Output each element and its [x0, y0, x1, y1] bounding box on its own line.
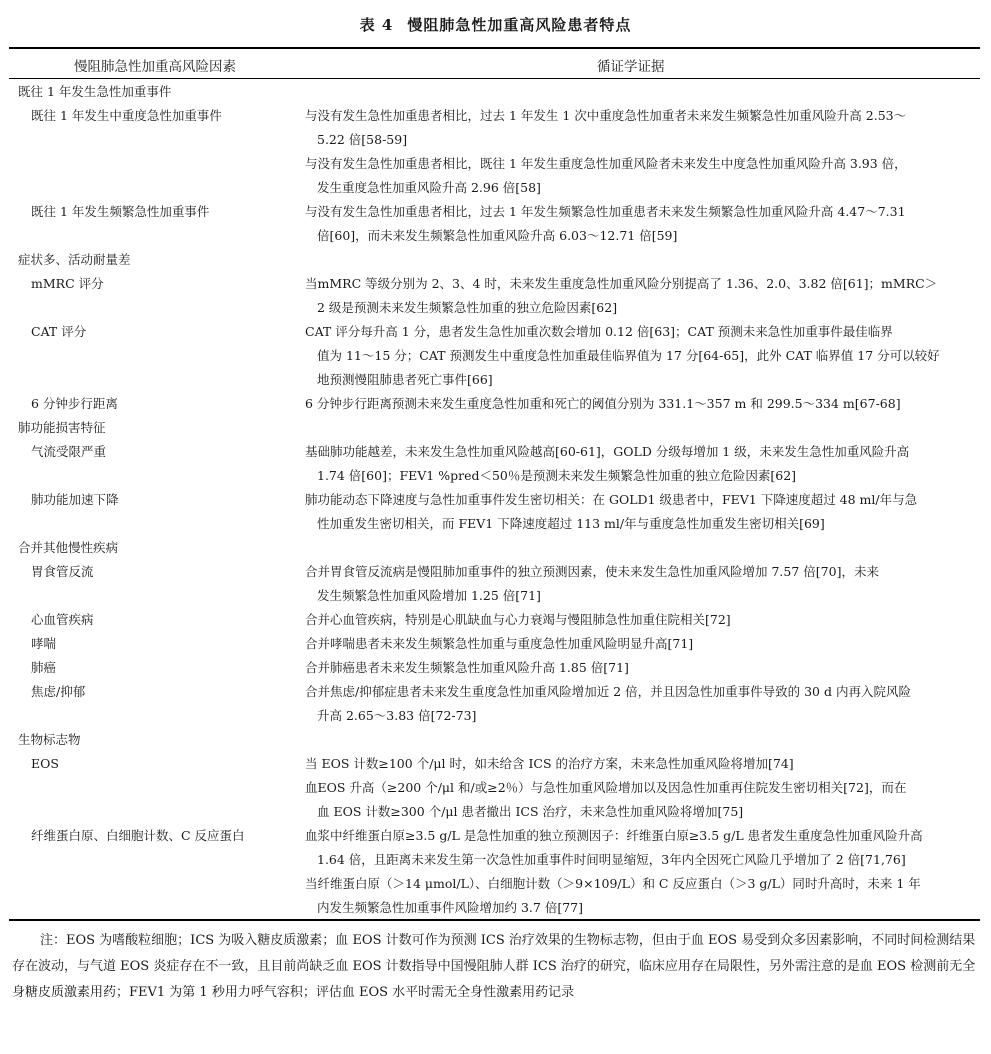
factor-label: 肺癌 — [31, 660, 57, 675]
factor-row — [9, 656, 989, 680]
evidence-line: 发生重度急性加重风险升高 2.96 倍[58] — [317, 180, 541, 195]
header-rule — [9, 78, 980, 79]
header-col2: 循证学证据 — [597, 59, 665, 75]
category-label: 症状多、活动耐量差 — [18, 252, 131, 267]
evidence-cell — [305, 416, 989, 440]
table-caption: 慢阻肺急性加重高风险患者特点 — [407, 16, 632, 34]
category-row — [9, 536, 989, 560]
evidence-item — [305, 776, 989, 824]
evidence-cell — [305, 320, 989, 392]
factor-cell — [9, 752, 305, 824]
evidence-cell — [305, 824, 989, 920]
evidence-line: 1.64 倍，且距离未来发生第一次急性加重事件时间明显缩短，3年内全因死亡风险几乎增加了 2 倍[71,76] — [317, 852, 906, 867]
evidence-line: 发生频繁急性加重风险增加 1.25 倍[71] — [317, 588, 541, 603]
table-title — [0, 14, 991, 35]
factor-cell — [9, 488, 305, 536]
factor-cell — [9, 272, 305, 320]
factor-row — [9, 560, 989, 608]
factor-row — [9, 752, 989, 824]
evidence-item — [305, 392, 989, 416]
evidence-item — [305, 152, 989, 200]
factor-cell — [9, 104, 305, 200]
evidence-cell — [305, 752, 989, 824]
evidence-line: 当纤维蛋白原（＞14 μmol/L）、白细胞计数（＞9×109/L）和 C 反应蛋白（＞3 g/L）同时升高时，未来 1 年 — [305, 876, 921, 891]
factor-cell — [9, 560, 305, 608]
evidence-cell — [305, 656, 989, 680]
evidence-item — [305, 320, 989, 392]
category-row — [9, 80, 989, 104]
evidence-item — [305, 752, 989, 776]
evidence-item — [305, 680, 989, 728]
factor-label: 肺功能加速下降 — [31, 492, 119, 507]
factor-row — [9, 392, 989, 416]
evidence-cell — [305, 104, 989, 200]
factor-label: mMRC 评分 — [31, 276, 104, 291]
factor-label: CAT 评分 — [31, 324, 87, 339]
evidence-item — [305, 200, 989, 248]
factor-cell — [9, 416, 305, 440]
evidence-line: 6 分钟步行距离预测未来发生重度急性加重和死亡的阈值分别为 331.1～357 m 和 299.5～334 m[67-68] — [305, 396, 901, 411]
factor-cell — [9, 248, 305, 272]
category-label: 既往 1 年发生急性加重事件 — [18, 84, 172, 99]
evidence-line: 与没有发生急性加重患者相比，过去 1 年发生 1 次中重度急性加重者未来发生频繁急性加重风险升高 2.53～ — [305, 108, 907, 123]
evidence-item — [305, 824, 989, 872]
evidence-line: 合并肺癌患者未来发生频繁急性加重风险升高 1.85 倍[71] — [305, 660, 629, 675]
evidence-cell — [305, 248, 989, 272]
evidence-line: 2 级是预测未来发生频繁急性加重的独立危险因素[62] — [317, 300, 618, 315]
evidence-line: 与没有发生急性加重患者相比，既往 1 年发生重度急性加重风险者未来发生中度急性加重风险升高 3.93 倍， — [305, 156, 907, 171]
evidence-line: 值为 11～15 分；CAT 预测发生中重度急性加重最佳临界值为 17 分[64-65]，此外 CAT 临界值 17 分可以较好 — [317, 348, 940, 363]
evidence-item — [305, 656, 989, 680]
factor-cell — [9, 392, 305, 416]
factor-label: 胃食管反流 — [31, 564, 94, 579]
factor-row — [9, 104, 989, 200]
factor-row — [9, 440, 989, 488]
factor-row — [9, 632, 989, 656]
factor-label: 哮喘 — [31, 636, 57, 651]
factor-cell — [9, 656, 305, 680]
evidence-line: 5.22 倍[58-59] — [317, 132, 408, 147]
factor-cell — [9, 80, 305, 104]
factor-cell — [9, 824, 305, 920]
evidence-line: 性加重发生密切相关，而 FEV1 下降速度超过 113 ml/年与重度急性加重发生密切相关[69] — [317, 516, 825, 531]
evidence-cell — [305, 392, 989, 416]
factor-row — [9, 488, 989, 536]
evidence-line: 内发生频繁急性加重事件风险增加约 3.7 倍[77] — [317, 900, 583, 915]
factor-label: 纤维蛋白原、白细胞计数、C 反应蛋白 — [31, 828, 245, 843]
category-label: 合并其他慢性疾病 — [18, 540, 119, 555]
category-row — [9, 728, 989, 752]
evidence-line: 倍[60]，而未来发生频繁急性加重风险升高 6.03～12.71 倍[59] — [317, 228, 678, 243]
evidence-line: 合并焦虑/抑郁症患者未来发生重度急性加重风险增加近 2 倍，并且因急性加重事件导致的 30 d 内再入院风险 — [305, 684, 911, 699]
evidence-item — [305, 632, 989, 656]
factor-cell — [9, 320, 305, 392]
evidence-line: 基础肺功能越差，未来发生急性加重风险越高[60-61]，GOLD 分级每增加 1 级，未来发生急性加重风险升高 — [305, 444, 910, 459]
factor-cell — [9, 728, 305, 752]
table-note: 注：EOS 为嗜酸粒细胞；ICS 为吸入糖皮质激素；血 EOS 计数可作为预测 ICS 治疗效果的生物标志物，但由于血 EOS 易受到众多因素影响，不同时间检测结果存在波动，与气道 EOS 炎症存在不一致，且目前尚缺乏血 EOS 计数指导中国慢阻肺人群 ICS 治疗的研究，临床应用存在局限性，另外需注意的是血 EOS 检测前无全身糖皮质激素用药；FEV1 为第 1 秒用力呼气容积；评估血 EOS 水平时需无全身性激素用药记录 — [12, 933, 976, 1000]
evidence-cell — [305, 272, 989, 320]
evidence-cell — [305, 488, 989, 536]
evidence-line: 血EOS 升高（≥200 个/μl 和/或≥2％）与急性加重风险增加以及因急性加重再住院发生密切相关[72]，而在 — [305, 780, 907, 795]
factor-label: 6 分钟步行距离 — [31, 396, 118, 411]
factor-label: EOS — [31, 756, 59, 771]
evidence-cell — [305, 560, 989, 608]
evidence-item — [305, 488, 989, 536]
factor-cell — [9, 536, 305, 560]
factor-label: 焦虑/抑郁 — [31, 684, 86, 699]
factor-label: 气流受限严重 — [31, 444, 107, 459]
evidence-line: 合并哮喘患者未来发生频繁急性加重与重度急性加重风险明显升高[71] — [305, 636, 694, 651]
evidence-line: 合并心血管疾病，特别是心肌缺血与心力衰竭与慢阻肺急性加重住院相关[72] — [305, 612, 731, 627]
evidence-line: 当 EOS 计数≥100 个/μl 时，如未给含 ICS 的治疗方案，未来急性加重风险将增加[74] — [305, 756, 794, 771]
evidence-cell — [305, 608, 989, 632]
evidence-item — [305, 872, 989, 920]
category-row — [9, 248, 989, 272]
evidence-cell — [305, 680, 989, 728]
evidence-cell — [305, 80, 989, 104]
evidence-line: 合并胃食管反流病是慢阻肺加重事件的独立预测因素，使未来发生急性加重风险增加 7.57 倍[70]，未来 — [305, 564, 879, 579]
evidence-line: 与没有发生急性加重患者相比，过去 1 年发生频繁急性加重患者未来发生频繁急性加重风险升高 4.47～7.31 — [305, 204, 906, 219]
evidence-cell — [305, 632, 989, 656]
evidence-item — [305, 608, 989, 632]
header-col1: 慢阻肺急性加重高风险因素 — [74, 59, 236, 75]
factor-label: 既往 1 年发生频繁急性加重事件 — [31, 204, 210, 219]
evidence-line: CAT 评分每升高 1 分，患者发生急性加重次数会增加 0.12 倍[63]；CAT 预测未来急性加重事件最佳临界 — [305, 324, 893, 339]
evidence-item — [305, 440, 989, 488]
evidence-cell — [305, 536, 989, 560]
factor-label: 既往 1 年发生中重度急性加重事件 — [31, 108, 222, 123]
factor-cell — [9, 440, 305, 488]
factor-row — [9, 608, 989, 632]
factor-row — [9, 200, 989, 248]
evidence-item — [305, 272, 989, 320]
evidence-cell — [305, 440, 989, 488]
evidence-line: 血 EOS 计数≥300 个/μl 患者撤出 ICS 治疗，未来急性加重风险将增加[75] — [317, 804, 744, 819]
category-label: 肺功能损害特征 — [18, 420, 106, 435]
factor-row — [9, 320, 989, 392]
evidence-line: 肺功能动态下降速度与急性加重事件发生密切相关：在 GOLD1 级患者中，FEV1 下降速度超过 48 ml/年与急 — [305, 492, 918, 507]
factor-row — [9, 272, 989, 320]
evidence-line: 当mMRC 等级分别为 2、3、4 时，未来发生重度急性加重风险分别提高了 1.36、2.0、3.82 倍[61]；mMRC＞ — [305, 276, 938, 291]
evidence-line: 升高 2.65～3.83 倍[72-73] — [317, 708, 477, 723]
factor-cell — [9, 608, 305, 632]
factor-cell — [9, 632, 305, 656]
evidence-table — [9, 80, 989, 920]
evidence-line: 地预测慢阻肺患者死亡事件[66] — [317, 372, 493, 387]
top-rule — [9, 47, 980, 49]
category-row — [9, 416, 989, 440]
factor-row — [9, 680, 989, 728]
evidence-item — [305, 104, 989, 152]
evidence-line: 1.74 倍[60]；FEV1 %pred＜50％是预测未来发生频繁急性加重的独立危险因素[62] — [317, 468, 797, 483]
table-number: 表 4 — [359, 16, 394, 34]
factor-row — [9, 824, 989, 920]
evidence-item — [305, 560, 989, 608]
factor-cell — [9, 200, 305, 248]
category-label: 生物标志物 — [18, 732, 81, 747]
evidence-line: 血浆中纤维蛋白原≥3.5 g/L 是急性加重的独立预测因子：纤维蛋白原≥3.5 g/L 患者发生重度急性加重风险升高 — [305, 828, 923, 843]
bottom-rule — [9, 919, 980, 921]
evidence-cell — [305, 728, 989, 752]
evidence-cell — [305, 200, 989, 248]
factor-label: 心血管疾病 — [31, 612, 94, 627]
factor-cell — [9, 680, 305, 728]
